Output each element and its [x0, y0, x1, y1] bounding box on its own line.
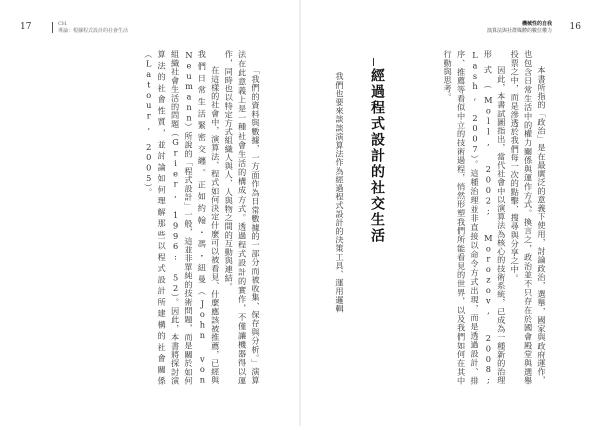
right-running-head-subtitle: 演算法與社群媒體的數位權力 — [486, 28, 552, 34]
left-body-paragraph-1: 「我們的資料與數據，一方面作為日常數據的一部分而被收集、保存與分析。」演算法在此意義上是一種社會生活的構成方式。透過程式設計的實作，不僅讓機器得以運作，同時也以特定方式組織人與人、人與物之間的互動與連結。 — [224, 50, 261, 385]
left-page-body — [30, 50, 262, 385]
left-running-head-title: 導論：根據程式設計的社會生活 — [58, 28, 129, 34]
right-running-head-title: 機械性的自我 — [521, 21, 552, 27]
right-body-paragraph-2: 因此，本書試圖指出，當代社會中以演算法為核心的技術系統，已成為一種新的治理形式（Moll, 2002; Morozov, 2008; Lash, 2007）。這種治理並非直接以命令方式出現，而是透過設計、排序、推薦等看似中立的技術過程，悄然形塑我們所能看見的世界，以及我們如何在其中行動與思考。 — [443, 50, 507, 385]
section-title-bar — [373, 58, 374, 66]
running-head-divider — [52, 22, 53, 33]
right-running-head — [487, 21, 552, 35]
left-running-head — [58, 21, 128, 35]
left-running-head-chapter: CH. — [58, 21, 68, 27]
section-lead-text: 我們也要來談談演算法作為經過程式設計的決策工具、運用邏輯 — [335, 72, 345, 313]
section-heading: 經過程式設計的社交生活 — [369, 68, 385, 244]
right-body-paragraph-1: 本書所指的「政治」是在最廣泛的意義下使用，討論政治，選舉，國家與政府運作，也包含日常生活中的權力關係與運作方式。換言之，政治並不只存在於國會殿堂與選舉投票之中，而是滲透於我們每一次的點擊、搜尋與分享之中。 — [510, 50, 547, 385]
book-gutter — [299, 0, 301, 426]
left-page-number: 17 — [20, 22, 32, 32]
left-body-paragraph-2: 在這樣的社會中，演算法、程式如何決定什麼可以被看見、什麼應該被推薦，已經與我們日常生活緊密交纏。正如約翰・馮・紐曼（John von Neumann）所說的「程式設計」一般，這並非單純的技術問題，而是關於如何組織社會生活的問題（Grier, 1996: 52）。因此，本書將探討演算法的社會性質，並討論如何理解那些以程式設計所建構的社會關係（Latour, 2005）。 — [143, 50, 221, 385]
right-page-number: 16 — [569, 22, 581, 32]
